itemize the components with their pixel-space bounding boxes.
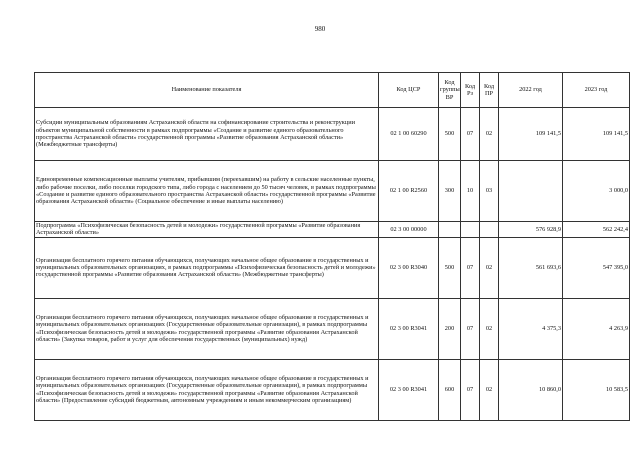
row-name: Субсидии муниципальным образованиям Астраханской области на софинансирование строительства и реконструкции объектов муниципальной собственности в рамках подпрограммы «Создание и развитие единого образовательного пространства Астраханской области» государственной программы «Развитие образования Астраханской области» (Межбюджетные трансферты): [35, 108, 379, 161]
row-rz: [461, 222, 480, 238]
header-2023: 2023 год: [563, 73, 630, 108]
row-rz: 07: [461, 298, 480, 359]
header-pr: Код ПР: [480, 73, 499, 108]
table-row: [35, 298, 630, 359]
table-row: [35, 161, 630, 222]
row-rz: 07: [461, 237, 480, 298]
table-row: [35, 237, 630, 298]
row-2022: 561 693,6: [499, 237, 563, 298]
table-row: [35, 359, 630, 420]
row-2022: 576 928,9: [499, 222, 563, 238]
row-pr: 02: [480, 298, 499, 359]
page-number: 980: [314, 25, 326, 33]
row-2022: 4 375,3: [499, 298, 563, 359]
row-vr: 600: [439, 359, 461, 420]
row-csr: 02 1 00 R2560: [379, 161, 439, 222]
row-vr: 200: [439, 298, 461, 359]
row-rz: 07: [461, 108, 480, 161]
row-pr: 02: [480, 237, 499, 298]
row-name: Организация бесплатного горячего питания обучающихся, получающих начальное общее образование в государственных и муниципальных образовательных организациях (Государственные образовательные организации), в рамках подпрограммы «Психофизическая безопасность детей и молодежи» государственной программы «Развитие образования Астраханской области» (Закупка товаров, работ и услуг для обеспечения государственных (муниципальных) нужд): [35, 298, 379, 359]
row-vr: [439, 222, 461, 238]
row-pr: 02: [480, 108, 499, 161]
row-2022: 10 860,0: [499, 359, 563, 420]
row-2023: 10 583,5: [563, 359, 630, 420]
table-row: [35, 222, 630, 238]
row-pr: 03: [480, 161, 499, 222]
row-csr: 02 3 00 R3040: [379, 237, 439, 298]
row-pr: 02: [480, 359, 499, 420]
row-2023: 109 141,5: [563, 108, 630, 161]
row-vr: 300: [439, 161, 461, 222]
header-csr: Код ЦСР: [379, 73, 439, 108]
row-vr: 500: [439, 108, 461, 161]
row-csr: 02 3 00 00000: [379, 222, 439, 238]
row-name: Организация бесплатного горячего питания обучающихся, получающих начальное общее образование в государственных и муниципальных образовательных организациях, в рамках подпрограммы «Психофизическая безопасность детей и молодежи» государственной программы «Развитие образования Астраханской области» (Межбюджетные трансферты): [35, 237, 379, 298]
row-name: Единовременные компенсационные выплаты учителям, прибывшим (переехавшим) на работу в сельские населенные пункты, либо рабочие поселки, либо поселки городского типа, либо города с населением до 50 тысяч человек, в рамках подпрограммы «Создание и развитие единого образовательного пространства Астраханской области» государственной программы «Развитие образования Астраханской области» (Социальное обеспечение и иные выплаты населению): [35, 161, 379, 222]
budget-table: [34, 72, 630, 421]
row-name: Организация бесплатного горячего питания обучающихся, получающих начальное общее образование в государственных и муниципальных образовательных организациях (Государственные образовательные организации), в рамках подпрограммы «Психофизическая безопасность детей и молодежи» государственной программы «Развитие образования Астраханской области» (Предоставление субсидий бюджетным, автономным учреждениям и иным некоммерческим организациям): [35, 359, 379, 420]
row-name: Подпрограмма «Психофизическая безопасность детей и молодежи» государственной программы «Развитие образования Астраханской области»: [35, 222, 379, 238]
row-csr: 02 3 00 R3041: [379, 298, 439, 359]
header-name: Наименование показателя: [35, 73, 379, 108]
row-csr: 02 3 00 R3041: [379, 359, 439, 420]
table-row: [35, 108, 630, 161]
header-2022: 2022 год: [499, 73, 563, 108]
header-rz: Код Рз: [461, 73, 480, 108]
row-rz: 07: [461, 359, 480, 420]
table-header-row: [35, 73, 630, 108]
row-2023: 3 000,0: [563, 161, 630, 222]
row-2023: 547 395,0: [563, 237, 630, 298]
row-rz: 10: [461, 161, 480, 222]
row-csr: 02 1 00 60290: [379, 108, 439, 161]
row-2022: [499, 161, 563, 222]
header-vr: Код группы ВР: [439, 73, 461, 108]
row-2023: 562 242,4: [563, 222, 630, 238]
row-pr: [480, 222, 499, 238]
row-2022: 109 141,5: [499, 108, 563, 161]
row-2023: 4 263,9: [563, 298, 630, 359]
row-vr: 500: [439, 237, 461, 298]
